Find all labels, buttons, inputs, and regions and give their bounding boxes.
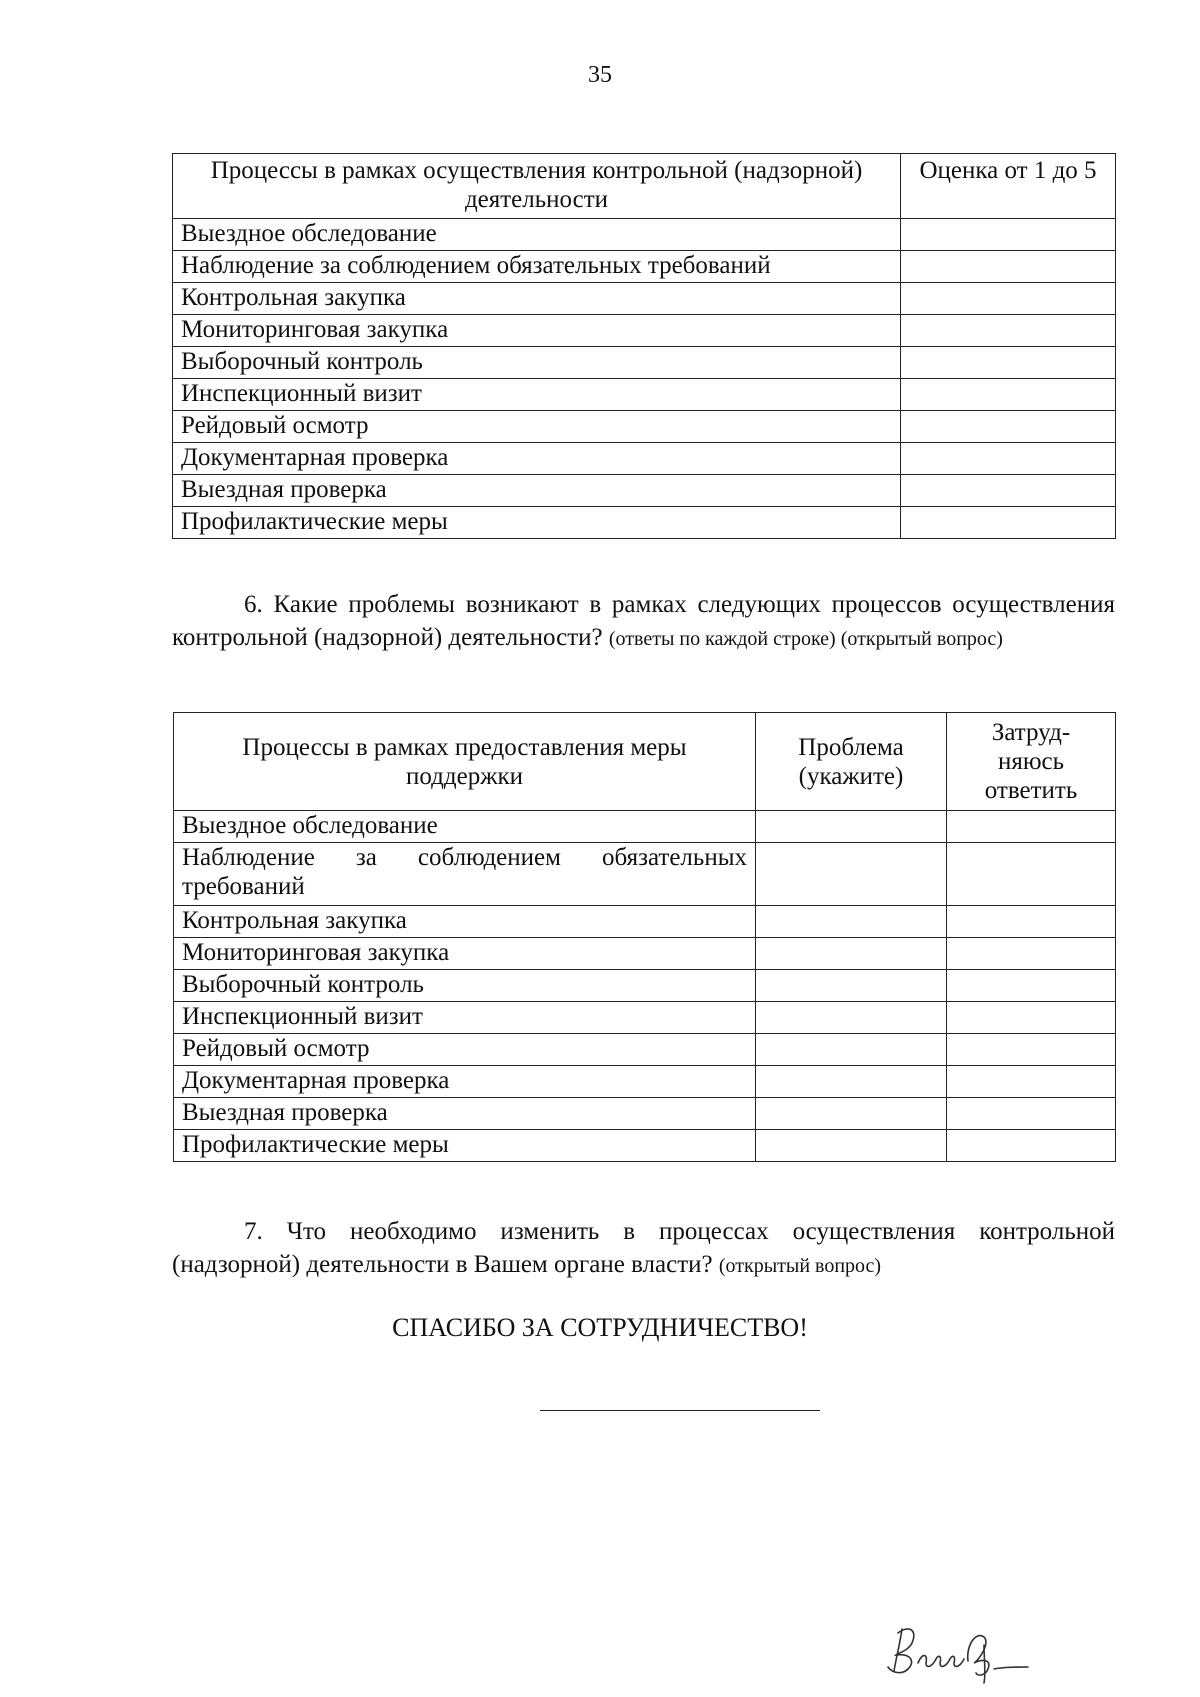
unsure-cell[interactable] (947, 938, 1116, 970)
table-row (173, 283, 1116, 315)
column-header-unsure: Затруд-няюсь ответить (947, 713, 1116, 811)
process-name: Профилактические меры (173, 507, 901, 539)
table-header-row (173, 154, 1116, 219)
process-name: Наблюдение за соблюдением обязательных требований (174, 843, 756, 906)
table-row (173, 315, 1116, 347)
problem-cell[interactable] (756, 1034, 947, 1066)
problem-cell[interactable] (756, 938, 947, 970)
unsure-cell[interactable] (947, 906, 1116, 938)
column-header-process: Процессы в рамках предоставления меры поддержки (174, 713, 756, 811)
process-name: Профилактические меры (174, 1130, 756, 1162)
process-rating-table (172, 153, 1116, 539)
column-header-problem: Проблема (укажите) (756, 713, 947, 811)
process-name: Рейдовый осмотр (173, 411, 901, 443)
question-6 (172, 588, 1115, 656)
table-row (174, 811, 1116, 843)
score-cell[interactable] (901, 507, 1116, 539)
problem-cell[interactable] (756, 811, 947, 843)
column-header-process: Процессы в рамках осуществления контрольной (надзорной) деятельности (173, 154, 901, 219)
score-cell[interactable] (901, 219, 1116, 251)
problem-cell[interactable] (756, 843, 947, 906)
score-cell[interactable] (901, 443, 1116, 475)
unsure-cell[interactable] (947, 811, 1116, 843)
table-header-row (174, 713, 1116, 811)
table-row (174, 1002, 1116, 1034)
signature-icon (880, 1615, 1040, 1685)
page-number: 35 (588, 62, 612, 88)
unsure-cell[interactable] (947, 1098, 1116, 1130)
process-name: Контрольная закупка (174, 906, 756, 938)
table-row (174, 938, 1116, 970)
process-name: Выборочный контроль (173, 347, 901, 379)
unsure-cell[interactable] (947, 1066, 1116, 1098)
problem-cell[interactable] (756, 1098, 947, 1130)
table-row (173, 219, 1116, 251)
table-row (174, 1130, 1116, 1162)
closing-text: СПАСИБО ЗА СОТРУДНИЧЕСТВО! (392, 1313, 808, 1342)
score-cell[interactable] (901, 347, 1116, 379)
unsure-cell[interactable] (947, 1034, 1116, 1066)
question-7-text: 7. Что необходимо изменить в процессах осуществления контрольной (надзорной) деятельности в Вашем органе власти? (172, 1218, 1115, 1278)
process-name: Наблюдение за соблюдением обязательных требований (173, 251, 901, 283)
process-name: Рейдовый осмотр (174, 1034, 756, 1066)
score-cell[interactable] (901, 315, 1116, 347)
table-row (174, 970, 1116, 1002)
problem-cell[interactable] (756, 1002, 947, 1034)
score-cell[interactable] (901, 475, 1116, 507)
table-row (173, 507, 1116, 539)
process-name: Мониторинговая закупка (173, 315, 901, 347)
table-row (174, 1034, 1116, 1066)
unsure-cell[interactable] (947, 843, 1116, 906)
unsure-cell[interactable] (947, 970, 1116, 1002)
process-name: Выездное обследование (173, 219, 901, 251)
table-row (173, 443, 1116, 475)
question-6-text: 6. Какие проблемы возникают в рамках следующих процессов осуществления контрольной (надзорной) деятельности? (172, 591, 1115, 651)
process-name: Документарная проверка (174, 1066, 756, 1098)
process-name: Выездная проверка (173, 475, 901, 507)
table-row (174, 1066, 1116, 1098)
process-name: Выборочный контроль (174, 970, 756, 1002)
process-name: Инспекционный визит (173, 379, 901, 411)
problem-cell[interactable] (756, 906, 947, 938)
question-7 (172, 1215, 1115, 1283)
table-row (173, 379, 1116, 411)
problem-cell[interactable] (756, 1066, 947, 1098)
process-name: Мониторинговая закупка (174, 938, 756, 970)
table-row (174, 906, 1116, 938)
table-row (173, 251, 1116, 283)
divider-line (540, 1410, 820, 1411)
problem-cell[interactable] (756, 1130, 947, 1162)
question-7-note: (открытый вопрос) (718, 1255, 882, 1277)
process-name: Документарная проверка (173, 443, 901, 475)
process-name: Инспекционный визит (174, 1002, 756, 1034)
table-row (173, 347, 1116, 379)
score-cell[interactable] (901, 251, 1116, 283)
unsure-cell[interactable] (947, 1130, 1116, 1162)
process-problems-table (173, 712, 1116, 1162)
score-cell[interactable] (901, 283, 1116, 315)
score-cell[interactable] (901, 411, 1116, 443)
process-name: Выездное обследование (174, 811, 756, 843)
process-name: Выездная проверка (174, 1098, 756, 1130)
table-row (173, 411, 1116, 443)
table-row (174, 843, 1116, 906)
problem-cell[interactable] (756, 970, 947, 1002)
column-header-score: Оценка от 1 до 5 (901, 154, 1116, 219)
unsure-cell[interactable] (947, 1002, 1116, 1034)
table-row (174, 1098, 1116, 1130)
question-6-note: (ответы по каждой строке) (открытый вопрос) (608, 628, 1003, 650)
process-name: Контрольная закупка (173, 283, 901, 315)
table-row (173, 475, 1116, 507)
score-cell[interactable] (901, 379, 1116, 411)
